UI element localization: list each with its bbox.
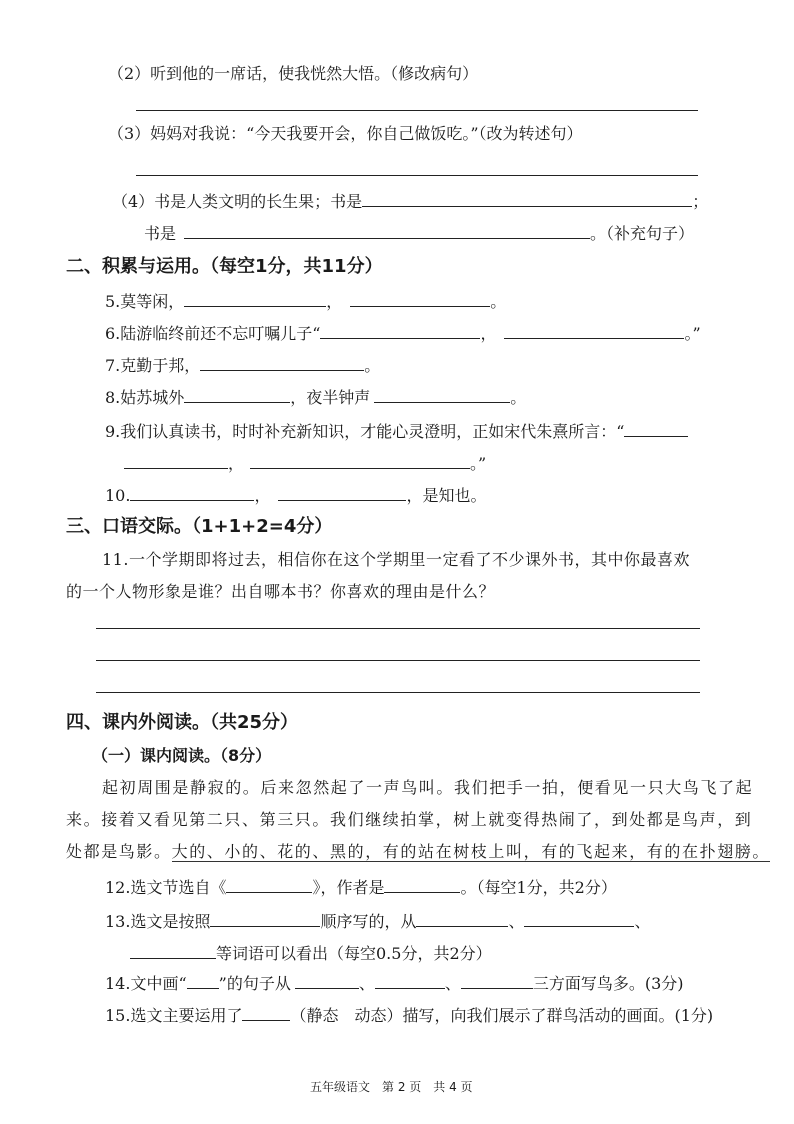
fill-blank[interactable] <box>250 452 470 469</box>
question-3: （3）妈妈对我说：“今天我要开会，你自己做饭吃。”（改为转述句） <box>108 124 583 143</box>
fill-blank[interactable] <box>184 386 290 403</box>
fill-blank[interactable] <box>350 290 490 307</box>
item-7: 7.克勤于邦， 。 <box>105 356 381 375</box>
fill-blank[interactable] <box>524 910 634 927</box>
answer-line <box>96 692 700 693</box>
answer-line <box>136 175 698 176</box>
subsection-1-heading: （一）课内阅读。（8分） <box>92 746 272 765</box>
fill-blank[interactable] <box>242 1004 290 1021</box>
question-4-line-2: 书是 。（补充句子） <box>144 224 695 243</box>
fill-blank[interactable] <box>384 876 460 893</box>
item-13-line-2: 等词语可以看出（每空0.5分，共2分） <box>130 942 492 964</box>
page-footer: 五年级语文 第 2 页 共 4 页 <box>310 1080 473 1094</box>
section-3-heading: 三、口语交际。（1+1+2=4分） <box>66 516 333 537</box>
question-2: （2）听到他的一席话，使我恍然大悟。（修改病句） <box>108 64 479 83</box>
fill-blank[interactable] <box>375 972 445 989</box>
fill-blank[interactable] <box>295 972 359 989</box>
answer-line <box>96 628 700 629</box>
answer-line <box>136 110 698 111</box>
underline-marker <box>187 972 219 989</box>
fill-blank[interactable] <box>278 484 406 501</box>
item-11-line-2: 的一个人物形象是谁？出自哪本书？你喜欢的理由是什么？ <box>66 582 496 601</box>
item-9-line-2: ， 。” <box>124 452 486 474</box>
fill-blank[interactable] <box>184 290 326 307</box>
item-13-line-1: 13.选文是按照 顺序写的，从 、 、 <box>105 912 651 931</box>
fill-blank[interactable] <box>374 386 510 403</box>
item-5: 5.莫等闲， ， 。 <box>105 292 507 311</box>
fill-blank[interactable] <box>184 222 590 239</box>
passage-line-1: 起初周围是静寂的。后来忽然起了一声鸟叫。我们把手一拍，便看见一只大鸟飞了起 <box>102 778 754 797</box>
passage-line-3: 处都是鸟影。大的、小的、花的、黑的，有的站在树枝上叫，有的飞起来，有的在扑翅膀。 <box>66 842 771 861</box>
fill-blank[interactable] <box>362 190 692 207</box>
question-4-line-1: （4）书是人类文明的长生果；书是 ； <box>112 192 709 211</box>
answer-line <box>96 660 700 661</box>
fill-blank[interactable] <box>130 484 254 501</box>
item-6: 6.陆游临终前还不忘叮嘱儿子“ ， 。” <box>105 324 701 343</box>
item-12: 12.选文节选自《 》，作者是 。（每空1分，共2分） <box>105 878 617 897</box>
fill-blank[interactable] <box>124 452 228 469</box>
item-14: 14.文中画“ ”的句子从 、 、 三方面写鸟多。(3分) <box>105 974 684 993</box>
fill-blank[interactable] <box>624 420 688 437</box>
item-11-line-1: 11.一个学期即将过去，相信你在这个学期里一定看了不少课外书，其中你最喜欢 <box>102 550 690 569</box>
underlined-sentence: 大的、小的、花的、黑的，有的站在树枝上叫，有的飞起来，有的在扑翅膀。 <box>171 842 771 861</box>
fill-blank[interactable] <box>320 322 480 339</box>
fill-blank[interactable] <box>504 322 684 339</box>
passage-line-2: 来。接着又看见第二只、第三只。我们继续拍掌，树上就变得热闹了，到处都是鸟声，到 <box>66 810 753 829</box>
section-4-heading: 四、课内外阅读。（共25分） <box>66 712 299 733</box>
fill-blank[interactable] <box>210 910 320 927</box>
fill-blank[interactable] <box>226 876 312 893</box>
fill-blank[interactable] <box>416 910 508 927</box>
fill-blank[interactable] <box>461 972 533 989</box>
item-8: 8.姑苏城外 ，夜半钟声 。 <box>105 388 527 407</box>
fill-blank[interactable] <box>130 942 216 959</box>
fill-blank[interactable] <box>200 354 364 371</box>
item-15: 15.选文主要运用了 （静态 动态）描写，向我们展示了群鸟活动的画面。(1分) <box>105 1006 714 1025</box>
item-9-line-1: 9.我们认真读书，时时补充新知识，才能心灵澄明，正如宋代朱熹所言：“ <box>105 420 688 442</box>
section-2-heading: 二、积累与运用。（每空1分，共11分） <box>66 256 383 277</box>
item-10: 10. ， ，是知也。 <box>105 486 487 505</box>
